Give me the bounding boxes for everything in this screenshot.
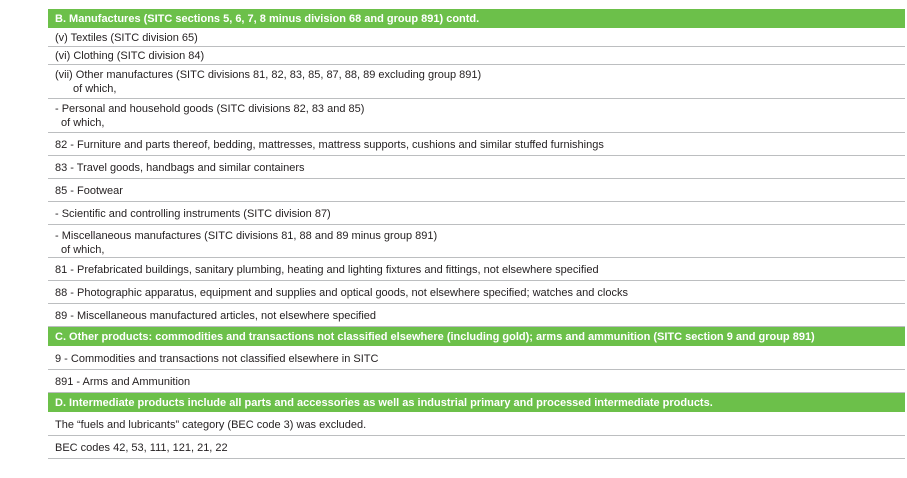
table-row-item-81 xyxy=(48,258,905,281)
row-subtext: of which, xyxy=(73,83,117,95)
table-row-personal-household xyxy=(48,99,905,133)
section-header-b-text: B. Manufactures (SITC sections 5, 6, 7, 8 minus division 68 and group 891) contd. xyxy=(55,13,480,25)
table-row-fuels-note xyxy=(48,413,905,436)
row-text: 88 - Photographic apparatus, equipment and supplies and optical goods, not elsewhere specified; watches and clocks xyxy=(55,287,628,299)
table-row-bec-codes xyxy=(48,436,905,459)
row-text: - Personal and household goods (SITC divisions 82, 83 and 85) xyxy=(55,103,365,115)
table-row-item-88 xyxy=(48,281,905,304)
table-row-item-85 xyxy=(48,179,905,202)
row-text: BEC codes 42, 53, 111, 121, 21, 22 xyxy=(55,442,228,454)
row-text: 89 - Miscellaneous manufactured articles, not elsewhere specified xyxy=(55,310,376,322)
row-text: (vii) Other manufactures (SITC divisions 81, 82, 83, 85, 87, 88, 89 excluding group 891) xyxy=(55,69,482,81)
row-text: (v) Textiles (SITC division 65) xyxy=(55,32,198,44)
section-header-d-text: D. Intermediate products include all parts and accessories as well as industrial primary and processed intermediate products. xyxy=(55,397,713,409)
row-text: - Scientific and controlling instruments (SITC division 87) xyxy=(55,208,331,220)
row-text: 85 - Footwear xyxy=(55,185,123,197)
classification-table xyxy=(48,9,905,459)
table-row-scientific xyxy=(48,202,905,225)
table-row-clothing xyxy=(48,47,905,65)
table-row-item-891 xyxy=(48,370,905,393)
row-text: 83 - Travel goods, handbags and similar containers xyxy=(55,162,305,174)
row-text: 82 - Furniture and parts thereof, bedding, mattresses, mattress supports, cushions and similar stuffed furnishings xyxy=(55,139,604,151)
table-row-textiles xyxy=(48,29,905,47)
row-text: 81 - Prefabricated buildings, sanitary plumbing, heating and lighting fixtures and fittings, not elsewhere specified xyxy=(55,264,599,276)
row-text: - Miscellaneous manufactures (SITC divisions 81, 88 and 89 minus group 891) xyxy=(55,230,438,242)
section-header-c xyxy=(48,327,905,347)
table-row-item-82 xyxy=(48,133,905,156)
row-text: 9 - Commodities and transactions not classified elsewhere in SITC xyxy=(55,353,379,365)
row-subtext: of which, xyxy=(61,244,105,256)
section-header-b xyxy=(48,9,905,29)
row-text: 891 - Arms and Ammunition xyxy=(55,376,191,388)
section-header-c-text: C. Other products: commodities and transactions not classified elsewhere (including gold); arms and ammunition (SITC section 9 and group 891) xyxy=(55,331,815,343)
section-header-d xyxy=(48,393,905,413)
table-row-other-manufactures xyxy=(48,65,905,99)
table-row-item-89 xyxy=(48,304,905,327)
table-row-item-9 xyxy=(48,347,905,370)
row-text: (vi) Clothing (SITC division 84) xyxy=(55,50,205,62)
row-subtext: of which, xyxy=(61,117,105,129)
row-text: The “fuels and lubricants” category (BEC code 3) was excluded. xyxy=(55,419,367,431)
table-row-miscellaneous xyxy=(48,225,905,258)
table-row-item-83 xyxy=(48,156,905,179)
